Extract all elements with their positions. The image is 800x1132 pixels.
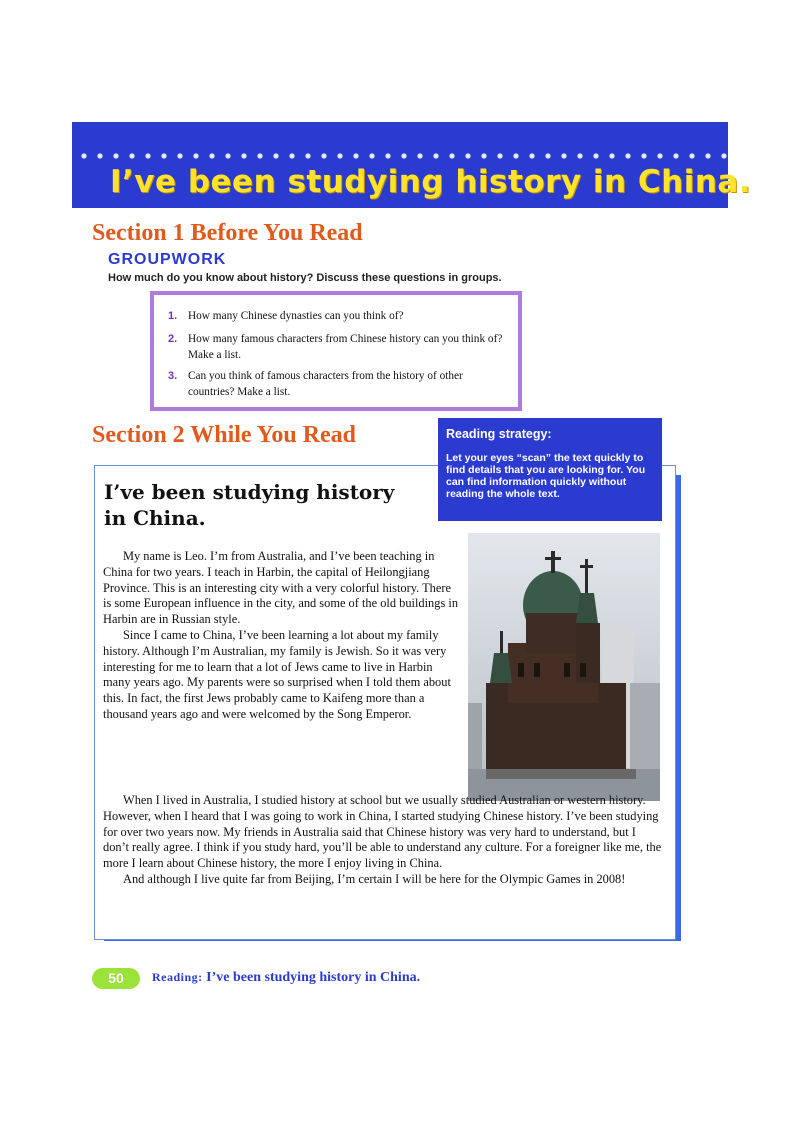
reading-paragraph: My name is Leo. I’m from Australia, and I’ve been teaching in China for two years. I teach in Harbin, the capital of Heilongjiang Province. This is an interesting city with a very colorful history. There is some European influence in the city, and some of the old buildings in Harbin are in Russian style. [103, 549, 459, 627]
page-number: 50 [108, 970, 124, 986]
section1-heading: Section 1 Before You Read [92, 220, 363, 246]
reading-narrow-text [103, 549, 459, 723]
question-text: How many Chinese dynasties can you think of? [188, 310, 404, 322]
groupwork-label: GROUPWORK [108, 251, 227, 268]
reading-title: I’ve been studying history in China. [104, 480, 395, 530]
groupwork-instruction: How much do you know about history? Discuss these questions in groups. [108, 272, 502, 284]
question-number: 2. [168, 333, 178, 345]
page-number-badge [92, 968, 140, 989]
section2-heading: Section 2 While You Read [92, 422, 357, 448]
banner-dots [72, 152, 728, 160]
question-number: 3. [168, 370, 178, 382]
footer-label-text: I’ve been studying history in China. [206, 970, 421, 985]
title-banner [72, 122, 752, 208]
question-number: 1. [168, 310, 178, 322]
reading-paragraph: Since I came to China, I’ve been learning a lot about my family history. Although I’m Australian, my family is Jewish. So it was very interesting for me to learn that a lot of Jews came to live in Harbin many years ago. My parents were so surprised when I told them about this. In fact, the first Jews probably came to Kaifeng more than a thousand years ago and were welcomed by the Song Emperor. [103, 627, 451, 721]
question-item [168, 331, 504, 363]
strategy-title: Reading strategy: [446, 427, 552, 441]
reading-wide-text [103, 793, 663, 888]
church-photo [468, 533, 660, 801]
reading-strategy-box [438, 418, 662, 521]
unit-title: I’ve been studying history in China. [110, 164, 752, 200]
question-text: Can you think of famous characters from the history of other countries? Make a list. [188, 370, 463, 398]
question-item [168, 368, 504, 400]
questions-box [150, 291, 522, 411]
reading-paragraph: When I lived in Australia, I studied history at school but we usually studied Australian or western history. However, when I heard that I was going to work in China, I started studying Chinese history. I’ve been studying for over two years now. My friends in Australia said that Chinese history was very hard to understand, but I don’t really agree. I think if you study hard, you’ll be able to understand any culture. For a foreigner like me, the more I learn about Chinese history, the more I enjoy living in China. [103, 793, 662, 871]
question-text: How many famous characters from Chinese history can you think of? Make a list. [188, 333, 503, 361]
strategy-text: Let your eyes “scan” the text quickly to find details that you are looking for. You can find information quickly without reading the whole text. [446, 452, 646, 500]
church-illustration [468, 533, 660, 801]
question-item [168, 308, 504, 324]
footer-label-prefix: Reading: [152, 970, 203, 984]
footer-label [152, 970, 420, 986]
reading-paragraph: And although I live quite far from Beijing, I’m certain I will be here for the Olympic Games in 2008! [123, 871, 626, 886]
card-shadow [676, 475, 681, 939]
